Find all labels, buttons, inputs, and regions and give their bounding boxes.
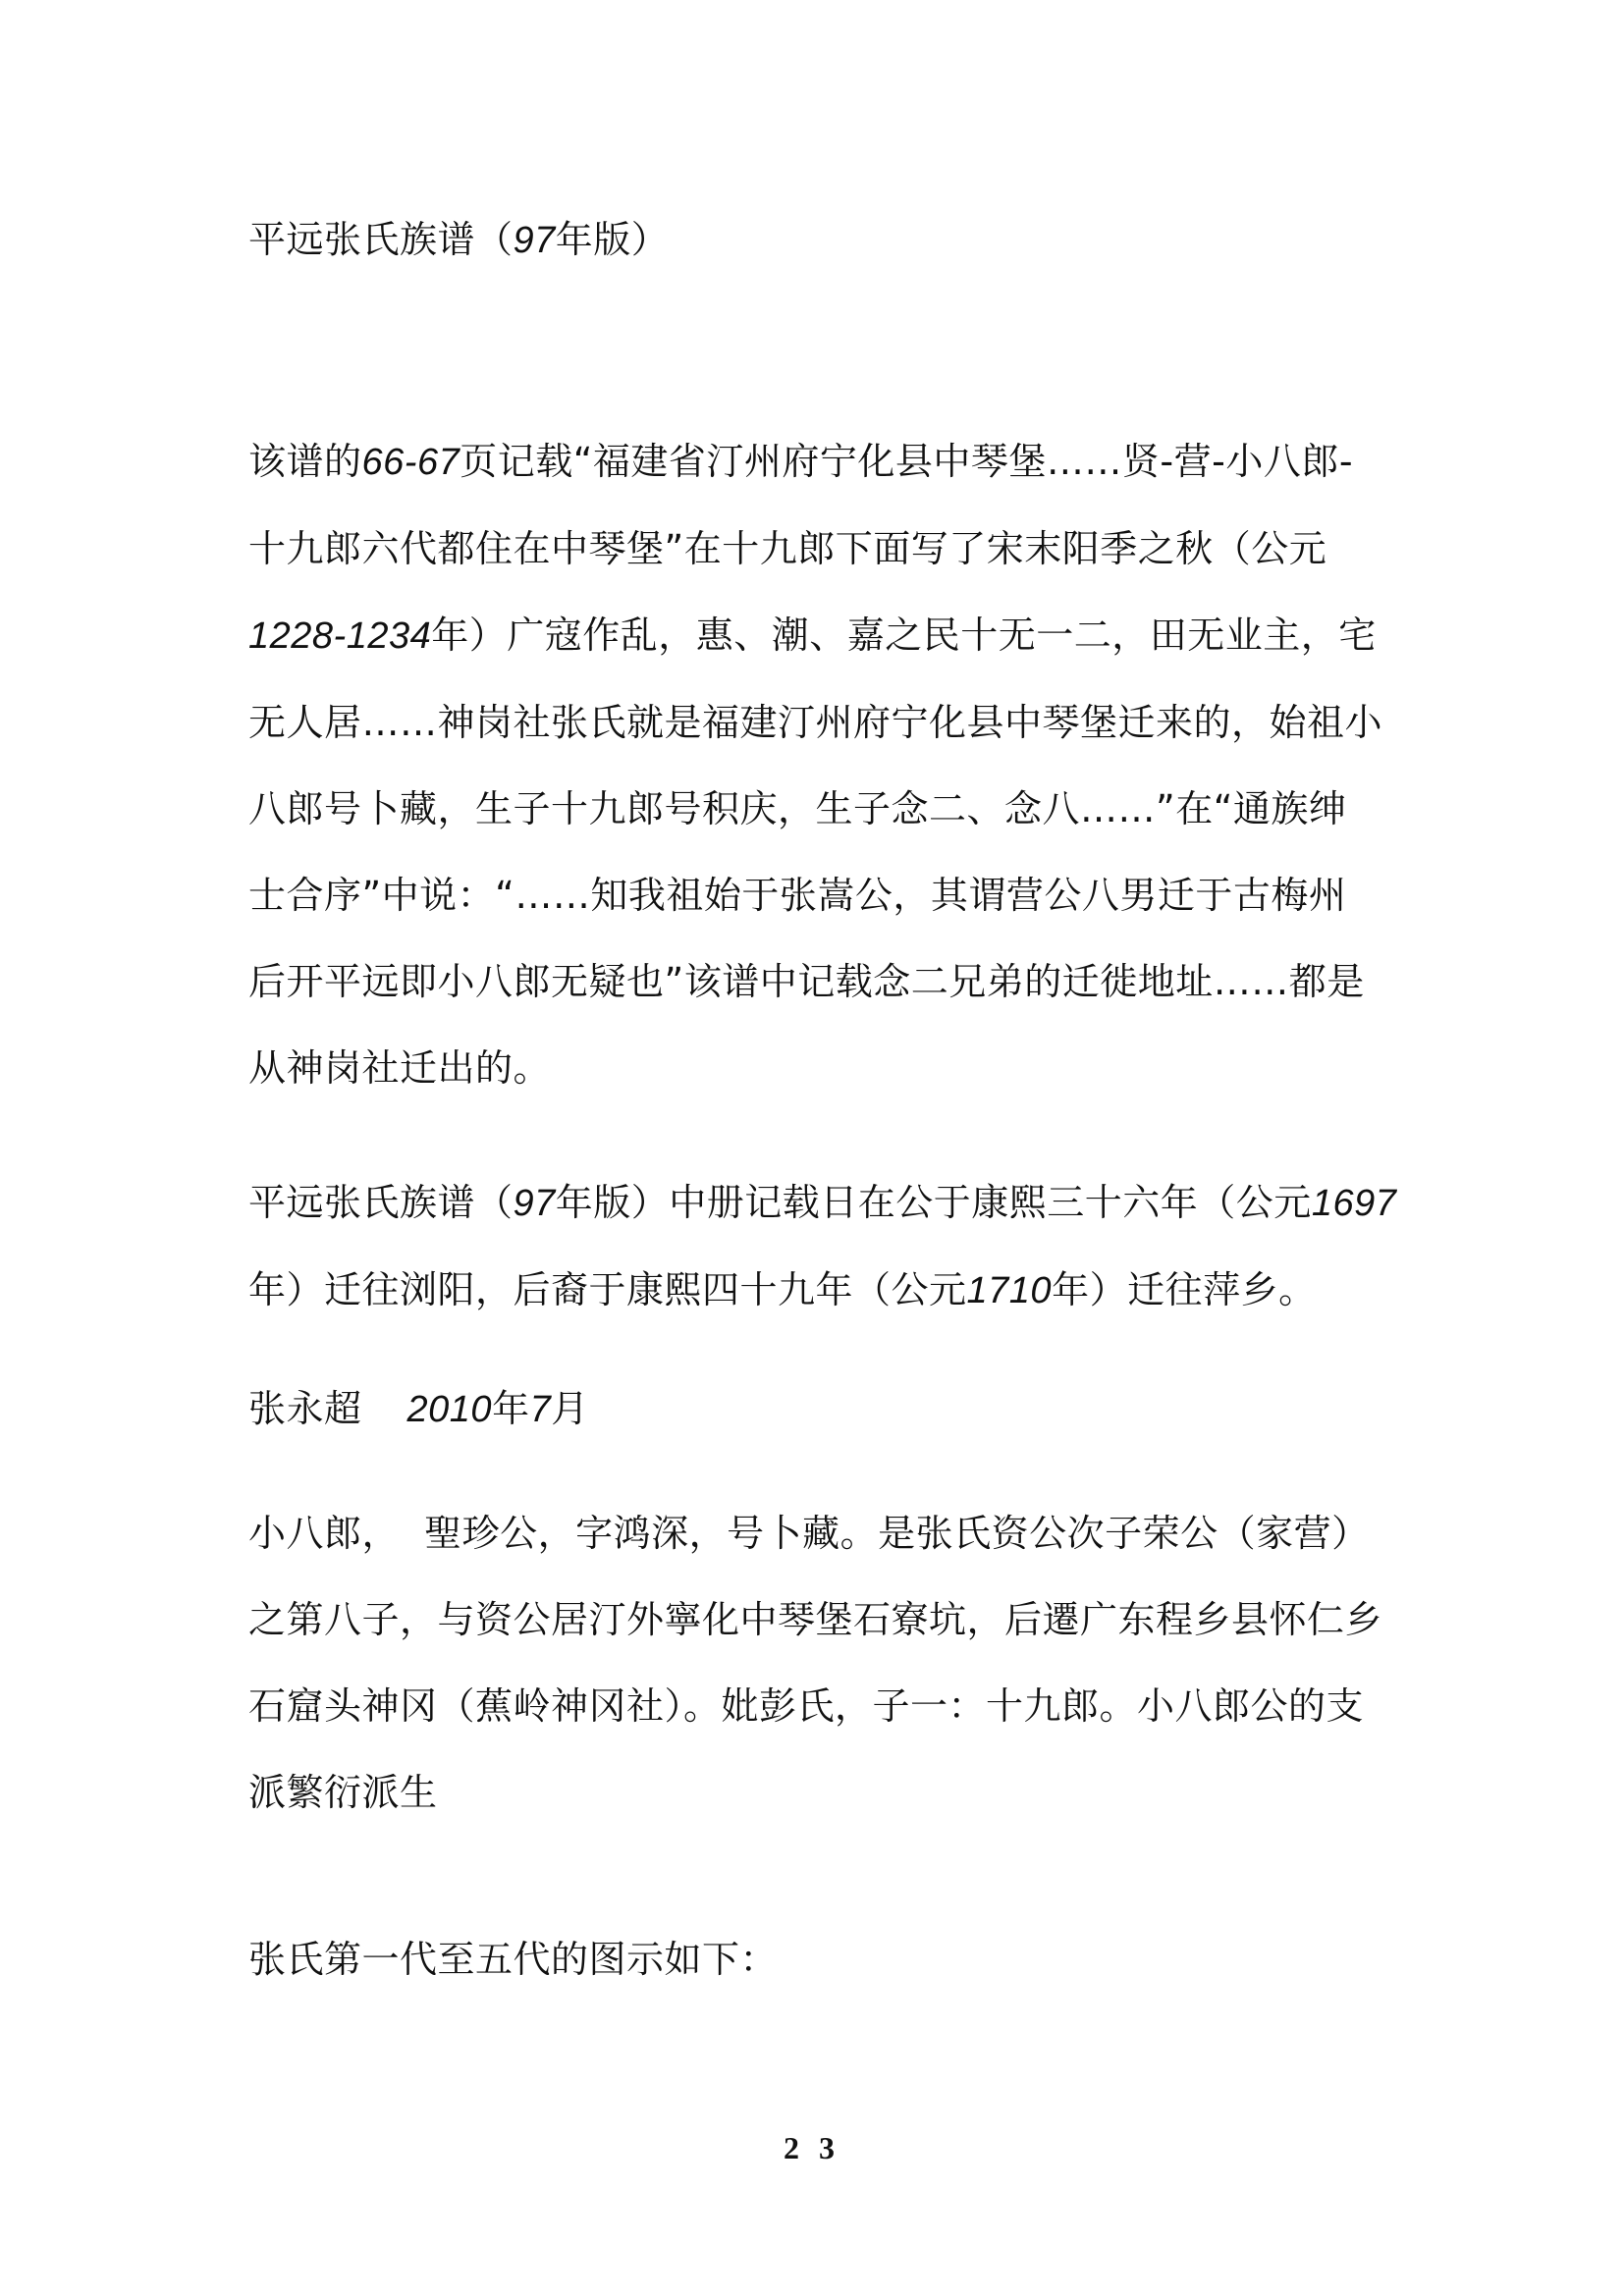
- paragraph-line: 张氏第一代至五代的图示如下：: [248, 1938, 779, 1981]
- paragraph-line: 平远张氏族谱（97年版）中册记载日在公于康熙三十六年（公元1697: [248, 1181, 1397, 1224]
- page-number: 2 3: [784, 2130, 840, 2165]
- author-name: 张永超: [248, 1387, 362, 1430]
- genealogy-record-paragraph: [248, 418, 1397, 1111]
- paragraph-line: 八郎号卜藏，生子十九郎号积庆，生子念二、念八……”在“通族绅: [248, 787, 1347, 830]
- xiaobalang-biography-paragraph: [248, 1490, 1397, 1836]
- paragraph-line: 该谱的66-67页记载“福建省汀州府宁化县中琴堡……贤-营-小八郎-: [248, 440, 1354, 483]
- paragraph-line: 年）迁往浏阳，后裔于康熙四十九年（公元1710年）迁往萍乡。: [248, 1268, 1317, 1311]
- title-line: 平远张氏族谱（97年版）: [248, 218, 670, 261]
- paragraph-line: 1228-1234年）广寇作乱，惠、潮、嘉之民十无一二，田无业主，宅: [248, 614, 1377, 657]
- paragraph-line: 之第八子，与资公居汀外寧化中琴堡石寮坑，后遷广东程乡县怀仁乡: [248, 1598, 1383, 1641]
- paragraph-line: 十九郎六代都住在中琴堡”在十九郎下面写了宋末阳季之秋（公元: [248, 527, 1327, 570]
- diagram-intro-paragraph: [248, 1916, 1397, 2002]
- paragraph-line: 从神岗社迁出的。: [248, 1046, 552, 1090]
- paragraph-line: 小八郎， 聖珍公，字鸿深，号卜藏。是张氏资公次子荣公（家营）: [248, 1512, 1370, 1555]
- paragraph-line: 后开平远即小八郎无疑也”该谱中记载念二兄弟的迁徙地址……都是: [248, 960, 1365, 1003]
- author-date-line: [248, 1365, 1397, 1453]
- paragraph-line: 派繁衍派生: [248, 1771, 438, 1814]
- paragraph-line: 石窟头神冈（蕉岭神冈社）。妣彭氏，子一：十九郎。小八郎公的支: [248, 1684, 1365, 1728]
- document-title: [248, 196, 1397, 284]
- paragraph-line: 士合序”中说：“……知我祖始于张嵩公，其谓营公八男迁于古梅州: [248, 874, 1347, 917]
- middle-volume-record-paragraph: [248, 1159, 1397, 1334]
- paragraph-line: 张永超 2010年7月: [248, 1387, 589, 1430]
- paragraph-line: 无人居……神岗社张氏就是福建汀州府宁化县中琴堡迁来的，始祖小: [248, 701, 1383, 744]
